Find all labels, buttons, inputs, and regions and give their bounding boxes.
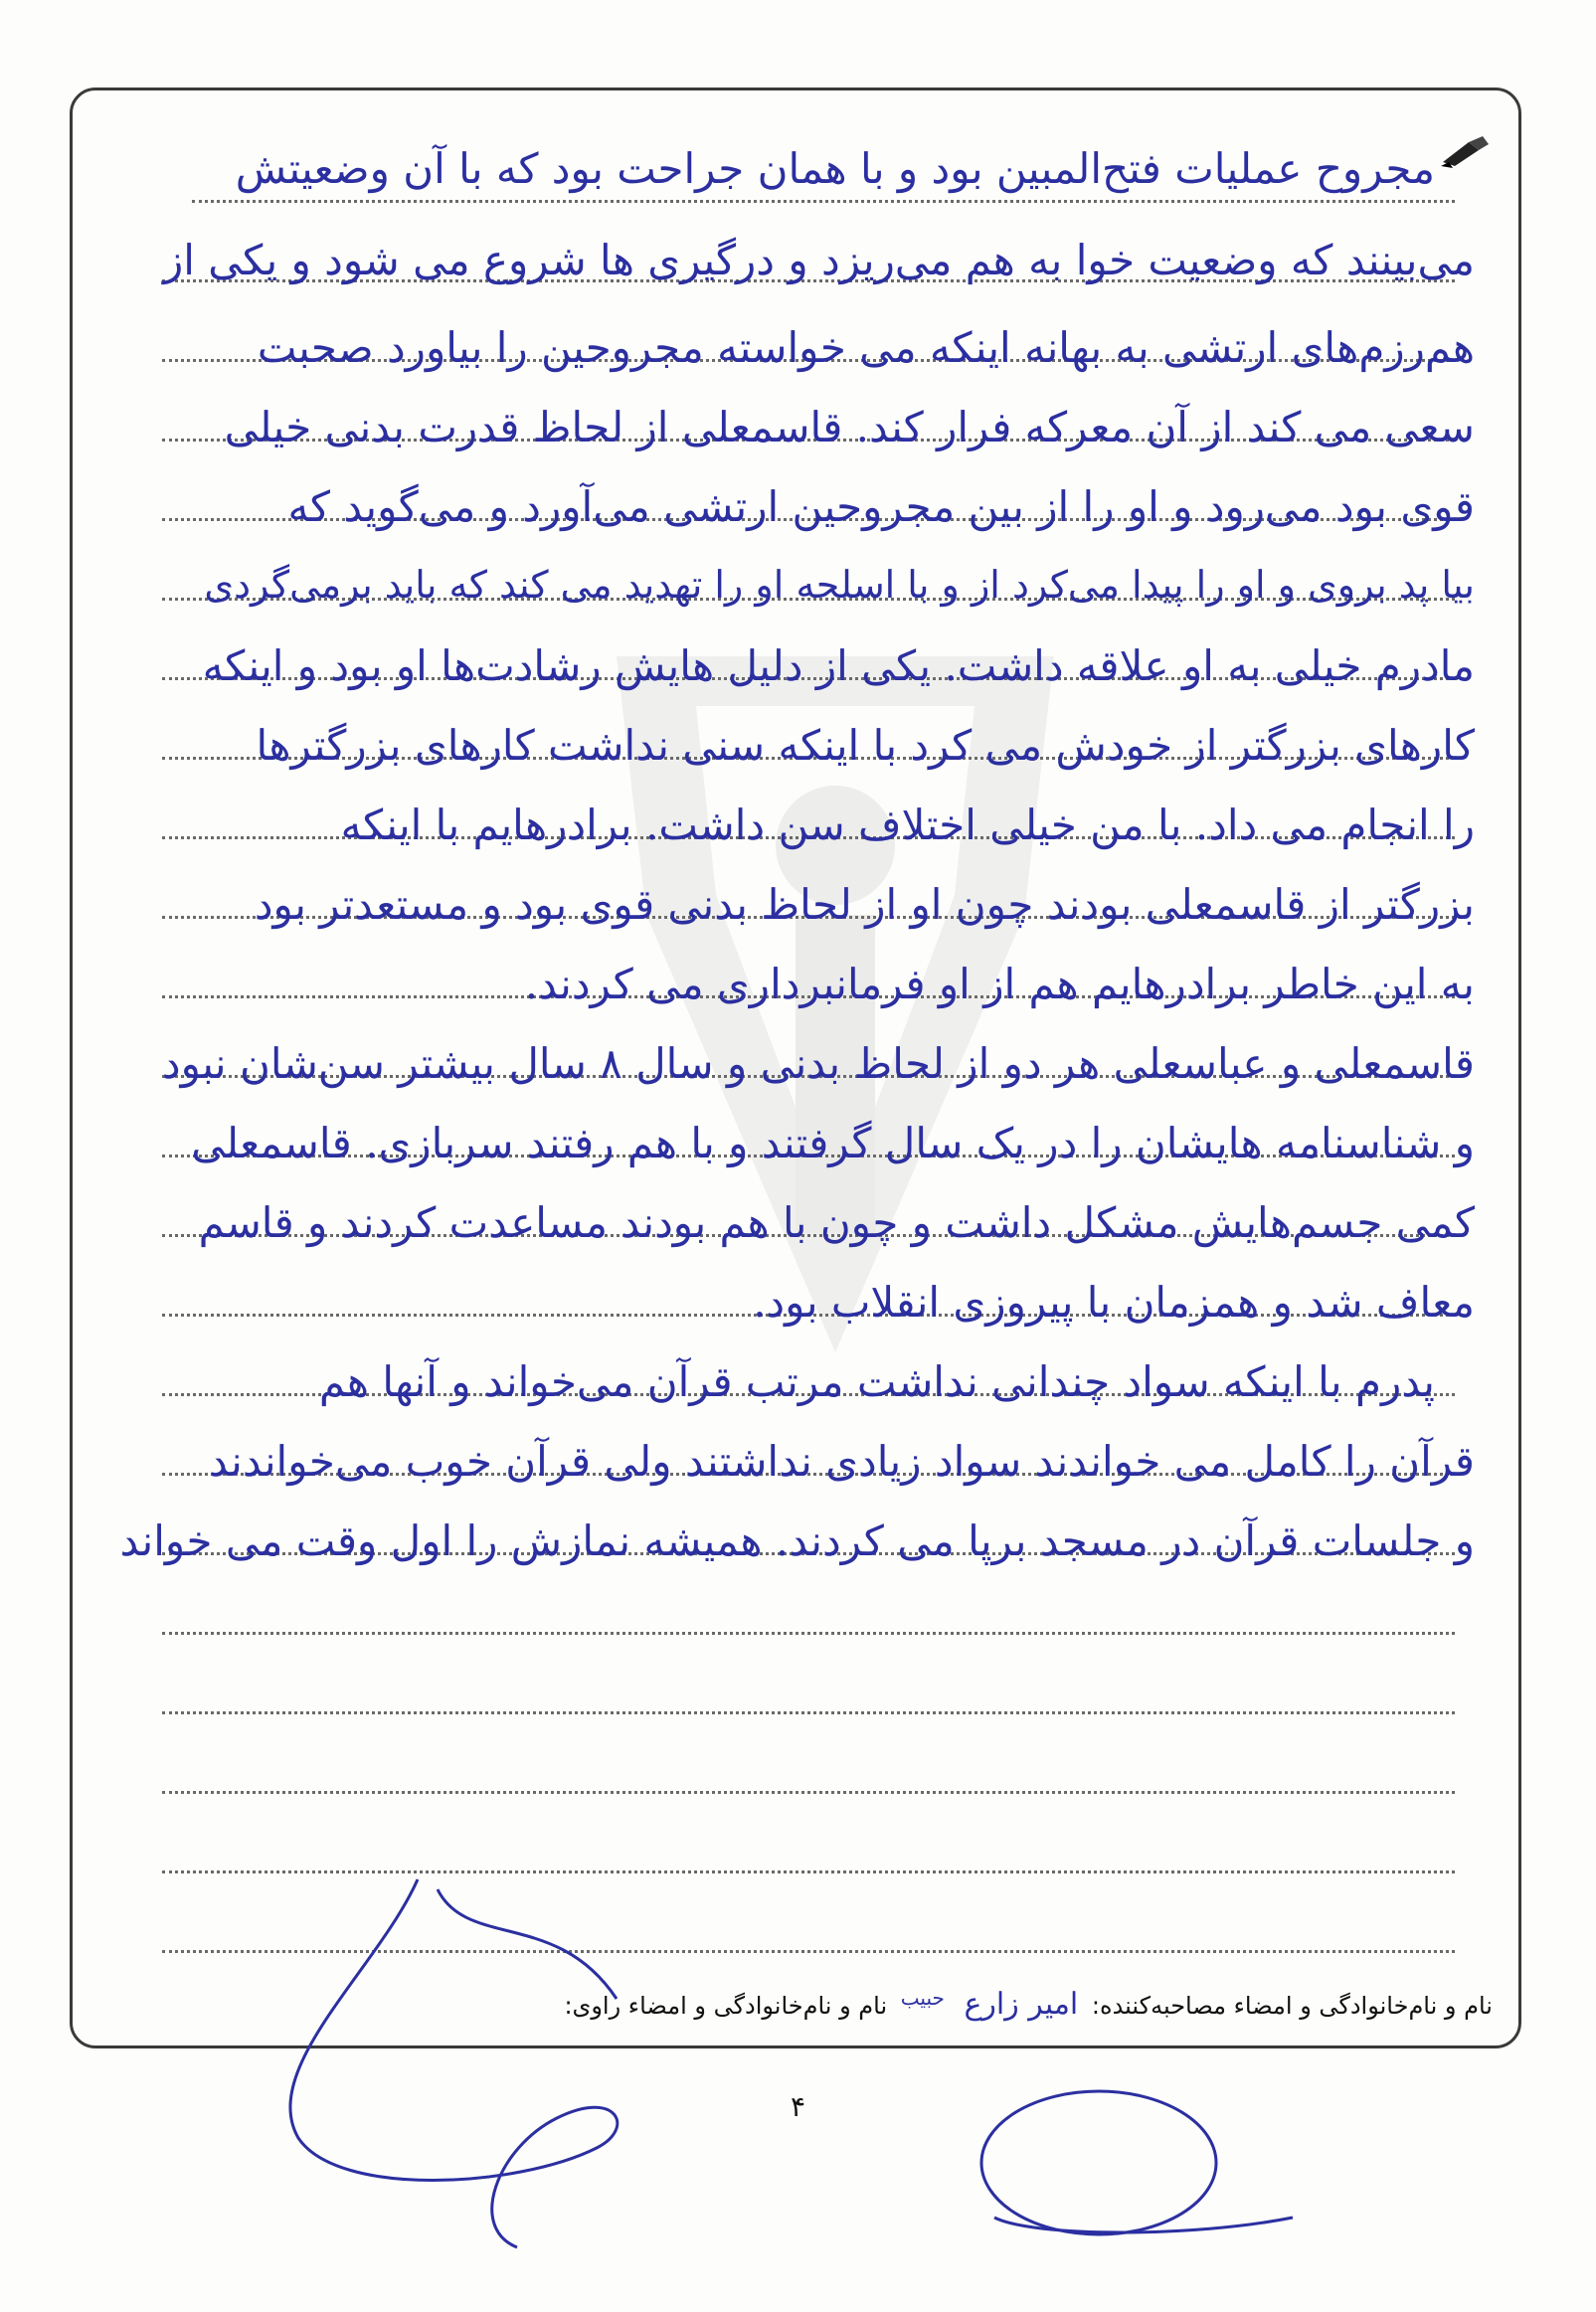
interviewer-handwritten-name: امیر زارع [964, 1987, 1079, 2022]
narrator-label: نام و نام‌خانوادگی و امضاء راوی: [564, 1992, 888, 2020]
interviewer-handwritten-note: حبیب [900, 1986, 945, 2010]
narrator-signature [981, 2091, 1216, 2234]
handwritten-line: بزرگتر از قاسمعلی بودند چون او از لحاظ بدنی قوی بود و مستعدتر بود [254, 880, 1475, 929]
handwritten-line: کمی جسم‌هایش مشکل داشت و چون با هم بودند مساعدت کردند و قاسم [198, 1198, 1475, 1247]
signature-footer [98, 1986, 1493, 2022]
handwritten-line: بیا پد بروی و او را پیدا می‌کرد از و با اسلحه او را تهدید می کند که باید برمی‌گردی [204, 563, 1475, 607]
handwritten-line: قرآن را کامل می خواندند سواد زیادی نداشتند ولی قرآن خوب می‌خواندند [209, 1437, 1475, 1486]
handwritten-line: کارهای بزرگتر از خودش می کرد با اینکه سنی نداشت کارهای بزرگترها [256, 721, 1475, 770]
handwritten-line: هم‌رزم‌های ارتشی به بهانه اینکه می خواسته مجروحین را بیاورد صحبت [257, 323, 1475, 372]
handwritten-line: قوی بود می‌رود و او را از بین مجروحین ارتشی می‌آورد و می‌گوید که [287, 482, 1475, 531]
handwritten-page-frame [70, 88, 1521, 2048]
handwritten-line: به این خاطر برادرهایم هم از او فرمانبرداری می کردند. [524, 960, 1475, 1008]
handwritten-line: و شناسنامه هایشان را در یک سال گرفتند و با هم رفتند سربازی. قاسمعلی [191, 1119, 1475, 1167]
handwritten-line: قاسمعلی و عباسعلی هر دو از لحاظ بدنی و سال ۸ سال بیشتر سن‌شان نبود [161, 1039, 1475, 1088]
handwritten-line: مادرم خیلی به او علاقه داشت. یکی از دلیل هایش رشادت‌ها او بود و اینکه [202, 641, 1475, 690]
handwritten-line: سعی می کند از آن معرکه فرار کند. قاسمعلی از لحاظ قدرت بدنی خیلی [224, 403, 1475, 451]
handwritten-line: را انجام می داد. با من خیلی اختلاف سن داشت. برادرهایم با اینکه [340, 800, 1475, 849]
page-number: ۴ [791, 2090, 806, 2123]
handwritten-line: معاف شد و همزمان با پیروزی انقلاب بود. [753, 1278, 1475, 1327]
handwritten-line: می‌بینند که وضعیت خوا به هم می‌ریزد و درگیری ها شروع می شود و یکی از [162, 236, 1475, 284]
interviewer-label: نام و نام‌خانوادگی و امضاء مصاحبه‌کننده: [1091, 1992, 1493, 2020]
handwritten-line: و جلسات قرآن در مسجد برپا می کردند. همیشه نمازش را اول وقت می خواند [119, 1516, 1475, 1565]
handwritten-line: پدرم با اینکه سواد چندانی نداشت مرتب قرآن می‌خواند و آنها هم [318, 1357, 1435, 1406]
handwritten-line: مجروح عملیات فتح‌المبین بود و با همان جراحت بود که با آن وضعیتش [235, 144, 1435, 193]
